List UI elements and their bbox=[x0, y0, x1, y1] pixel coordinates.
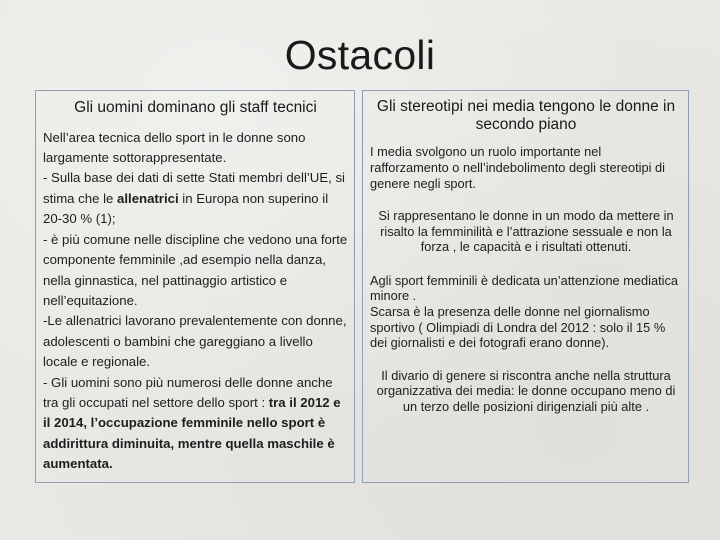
left-paragraph-5-text: - Gli uomini sono più numerosi delle donne anche tra gli occupati nel settore dello sport : bbox=[43, 374, 333, 410]
left-paragraph-2-text-end: in Europa non superino il 20-30 % (1); bbox=[43, 190, 329, 227]
left-panel-body bbox=[43, 128, 348, 475]
right-paragraph-4: Il divario di genere si riscontra anche nella struttura organizzativa dei media: le donne occupano meno di un terzo delle posizioni dirigenziali più alte . bbox=[376, 367, 676, 415]
right-paragraph-3-line-1: Agli sport femminili è dedicata un’attenzione mediatica minore . bbox=[370, 272, 679, 304]
left-panel bbox=[35, 90, 355, 483]
left-paragraph-2-text: - Sulla base dei dati di sette Stati membri dell’UE, si stima che le bbox=[43, 170, 345, 206]
left-paragraph-5-bold: tra il 2012 e il 2014, l’occupazione femminile nello sport è addirittura diminuita, mentre quella maschile è aumentata. bbox=[43, 394, 341, 472]
right-panel-heading: Gli stereotipi nei media tengono le donne in secondo piano bbox=[376, 98, 676, 133]
left-panel-heading: Gli uomini dominano gli staff tecnici bbox=[74, 99, 317, 116]
left-paragraph-2-bold: allenatrici bbox=[117, 190, 179, 206]
right-paragraph-1: I media svolgono un ruolo importante nel rafforzamento o nell’indebolimento degli stereotipi di genere negli sport. bbox=[370, 144, 665, 191]
right-panel bbox=[362, 90, 689, 483]
left-paragraph-4: -Le allenatrici lavorano prevalentemente con donne, adolescenti o bambini che gareggiano a livello locale e regionale. bbox=[43, 313, 347, 370]
left-paragraph-3: - è più comune nelle discipline che vedono una forte componente femminile ,ad esempio nella danza, nella ginnastica, nel pattinaggio artistico e nell’equitazione. bbox=[43, 231, 348, 308]
right-paragraph-2: Si rappresentano le donne in un modo da mettere in risalto la femminilità e l’attrazione sessuale e non la forza , le capacità e i risultati ottenuti. bbox=[378, 208, 674, 255]
left-paragraph-1: Nell’area tecnica dello sport in le donne sono largamente sottorappresentate. bbox=[43, 129, 306, 166]
left-paragraph-2 bbox=[43, 168, 348, 229]
right-panel-body bbox=[370, 144, 682, 414]
right-paragraph-3-line-2: Scarsa è la presenza delle donne nel giornalismo sportivo ( Olimpiadi di Londra del 2012 : solo il 15 % dei giornalisti e dei fotografi erano donne). bbox=[370, 304, 666, 351]
slide-title: Ostacoli bbox=[284, 32, 436, 78]
left-paragraph-5 bbox=[43, 373, 348, 475]
